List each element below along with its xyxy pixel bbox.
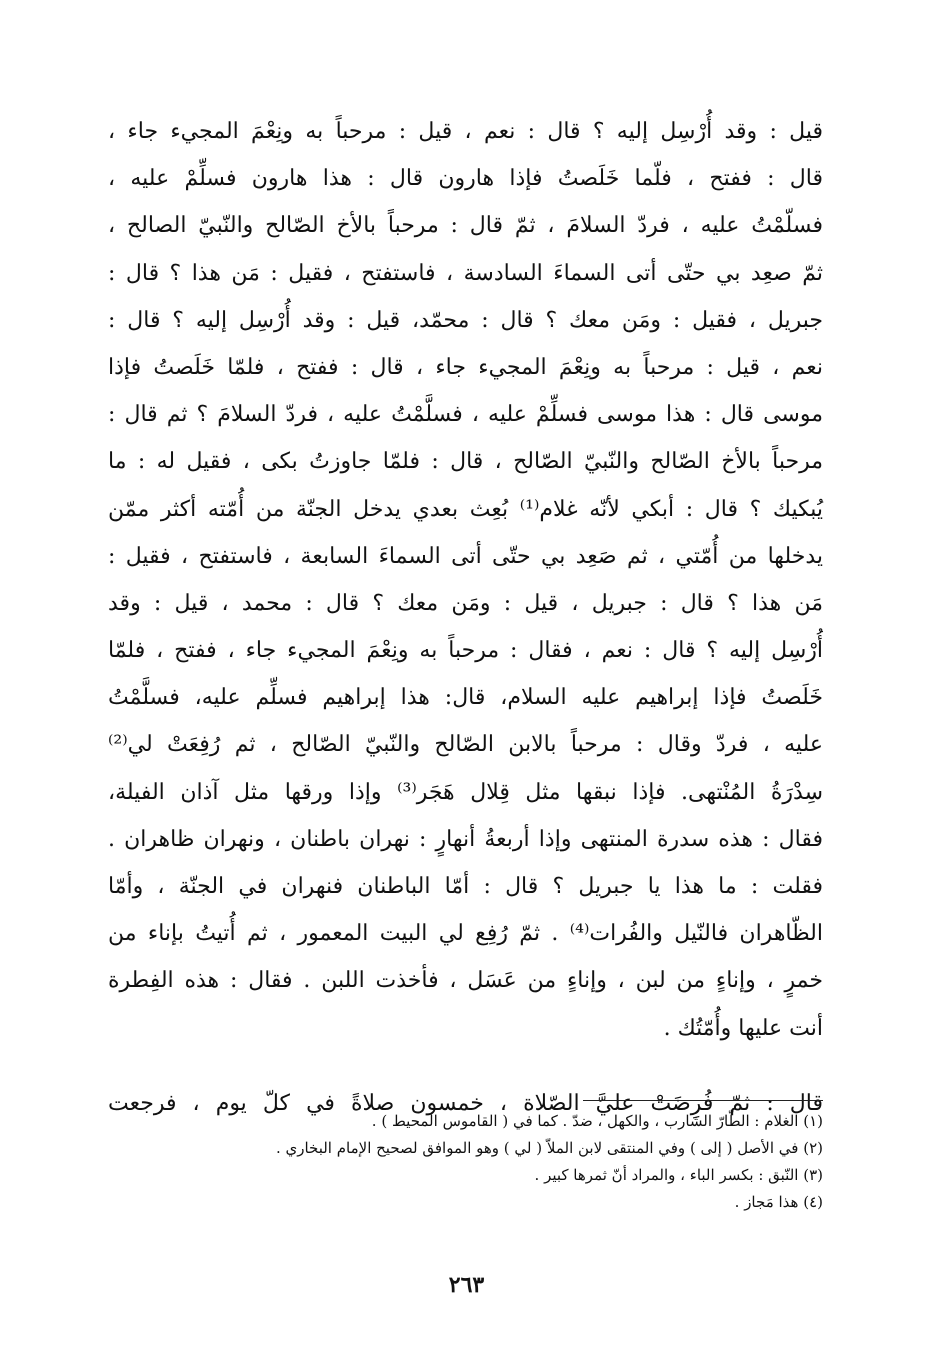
footnote-3: (٣) النّبق : بكسر الباء ، والمراد أنّ ثمرها كبير . [534,1166,823,1184]
text-line: سِدْرَةُ المُنْتهى. فإذا نبقها مثل قِلال هَجَر⁽³⁾ وإذا ورقها مثل آذان الفيلة، [108,779,823,805]
footnote-1: (١) الغلام : الطّارّ الشارب ، والكهل ، ضدّ . كما في ( القاموس المحيط ) . [371,1112,823,1130]
text-line: خَلَصتُ فإذا إبراهيم عليه السلام، قال: هذا إبراهيم فسلِّم عليه، فسلَّمْتُ [108,685,823,711]
text-line: جبريل ، فقيل : ومَن معك ؟ قال : محمّد، قيل : وقد أُرْسِل إليه ؟ قال : [108,307,823,333]
text-line-paragraph-start: قال : ثمّ فُرِضَتْ عليَّ الصّلاة ، خمسون صلاةً في كلّ يوم ، فرجعت [108,1090,823,1116]
text-line: فقلت : ما هذا يا جبريل ؟ قال : أمّا الباطنان فنهران في الجنّة ، وأمّا [108,874,823,899]
text-line: قال : ففتح ، فلّما خَلَصتُ فإذا هارون قال : هذا هارون فسلِّمْ عليه ، [108,166,823,192]
footnotes [108,1108,823,1216]
text-line: خمرٍ ، وإناءٍ من لبن ، وإناءٍ من عَسَل ، فأخذت اللبن . فقال : هذه الفِطرة [108,968,823,994]
text-line: نعم ، قيل : مرحباً به ونِعْمَ المجيء جاء ، قال : ففتح ، فلمّا خَلَصتُ فإذا [108,354,823,380]
text-line: أُرْسِل إليه ؟ قال : نعم ، فقال : مرحباً به ونِعْمَ المجيء جاء ، ففتح ، فلمّا [108,638,823,664]
text-line: يُبكيك ؟ قال : أبكي لأنّه غلام⁽¹⁾ بُعِث بعدي يدخل الجنّة من أُمّته أكثر ممّن [108,496,823,522]
footnote-divider [583,1100,823,1101]
footnote-4: (٤) هذا مَجاز . [734,1193,823,1211]
paragraph-gap [108,1052,823,1080]
footnote-2: (٢) في الأصل ( إلى ) وفي المنتقى لابن الملاّ ( لي ) وهو الموافق لصحيح الإمام البخاري . [275,1139,823,1157]
page-number: ٢٦٣ [448,1272,485,1298]
text-line: مَن هذا ؟ قال : جبريل ، قيل : ومَن معك ؟ قال : محمد ، قيل : وقد [108,590,823,616]
main-text [108,108,823,1127]
text-line: مرحباً بالأخ الصّالح والنّبيّ الصّالح ، قال : فلمّا جاوزتُ بكى ، فقيل له : ما [108,449,823,475]
text-line-paragraph-end: أنت عليها وأُمّتُك . [663,1015,823,1041]
text-line: عليه ، فردّ وقال : مرحباً بالابن الصّالح والنّبيّ الصّالح ، ثم رُفِعَتْ لي⁽²⁾ [108,732,823,758]
text-line: يدخلها من أُمّتي ، ثم صَعِد بي حتّى أتى السماءَ السابعة ، فاستفتح ، فقيل : [108,543,823,569]
text-line: ثمّ صعِد بي حتّى أتى السماءَ السادسة ، فاستفتح ، فقيل : مَن هذا ؟ قال : [108,260,823,286]
text-line: فسلّمْتُ عليه ، فردّ السلامَ ، ثمّ قال : مرحباً بالأخ الصّالح والنّبيّ الصالح ، [108,213,823,239]
text-line: الظّاهران فالنّيل والفُرات⁽⁴⁾ . ثمّ رُفِع لي البيت المعمور ، ثم أُتيتُ بإناء من [108,921,823,947]
text-line: قيل : وقد أُرْسِل إليه ؟ قال : نعم ، قيل : مرحباً به ونِعْمَ المجيء جاء ، [108,119,823,144]
text-line: موسى قال : هذا موسى فسلِّمْ عليه ، فسلَّمْتُ عليه ، فردّ السلامَ ؟ ثم قال : [108,402,823,428]
text-line: فقال : هذه سدرة المنتهى وإذا أربعةُ أنهارٍ : نهران باطنان ، ونهران ظاهران . [108,826,823,852]
